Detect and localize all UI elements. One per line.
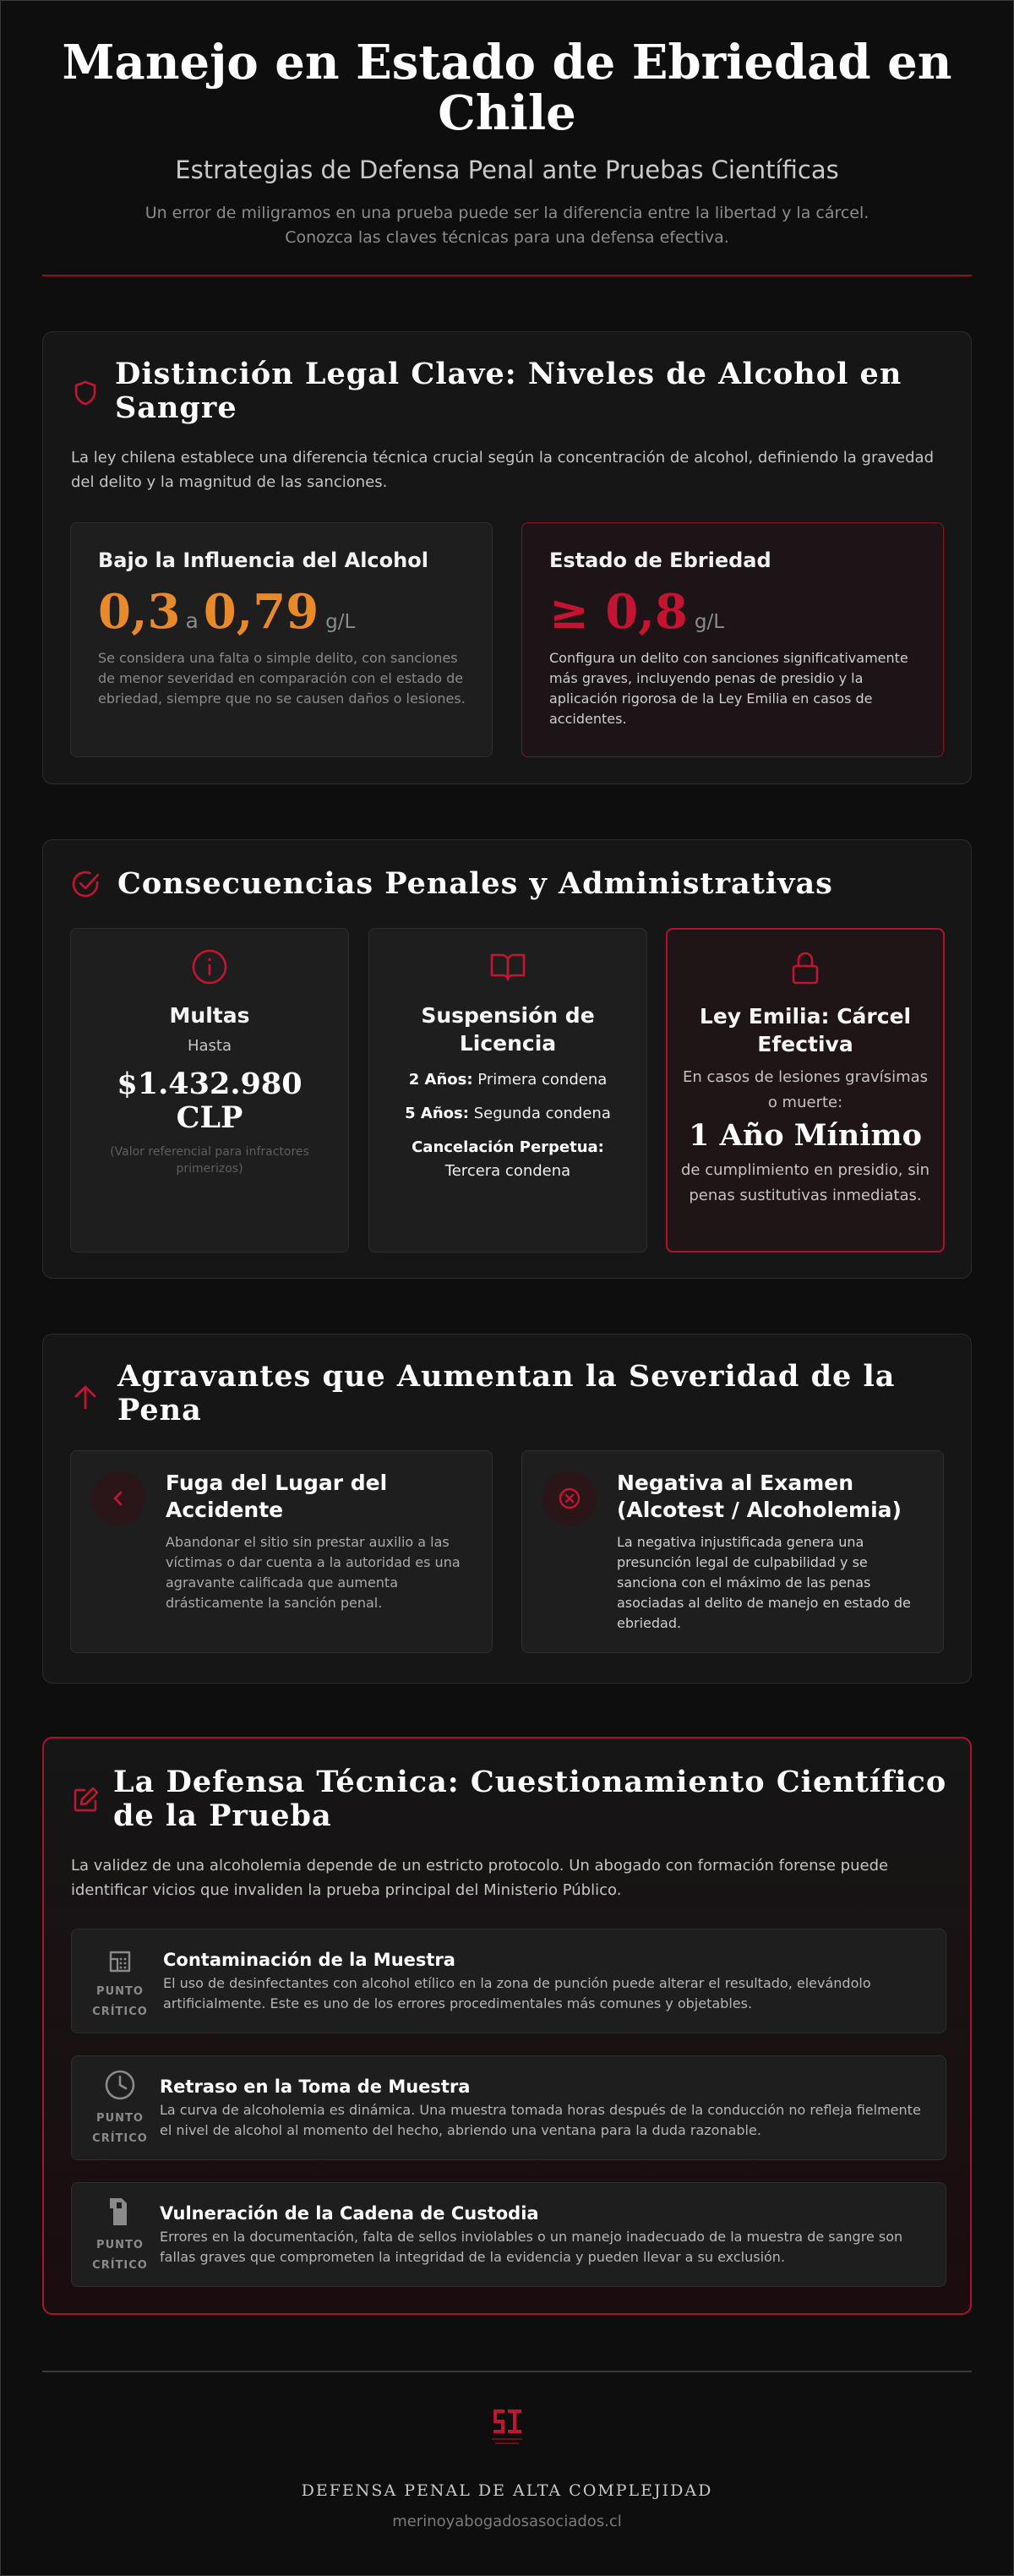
ley-emilia-card (666, 928, 945, 1253)
critical-point-tag: PUNTO CRÍTICO (92, 2112, 148, 2145)
defense-title: La Defensa Técnica: Cuestionamiento Científico de la Prueba (113, 1765, 947, 1833)
footer-divider (42, 2371, 972, 2372)
sample-tube-icon (103, 2195, 137, 2229)
ley-emilia-title: Ley Emilia: Cárcel Efectiva (699, 1004, 912, 1056)
drunk-title: Estado de Ebriedad (549, 548, 771, 572)
clock-icon (103, 2068, 137, 2102)
footer-tagline: DEFENSA PENAL DE ALTA COMPLEJIDAD (301, 2481, 713, 2500)
influence-title: Bajo la Influencia del Alcohol (98, 548, 428, 572)
fines-title: Multas (169, 1003, 250, 1028)
page-subtitle: Estrategias de Defensa Penal ante Pruebas Científicas (175, 156, 839, 184)
license-item: 2 Años: Primera condena (408, 1071, 608, 1089)
influence-to: 0,79 (203, 584, 319, 640)
license-card (368, 928, 647, 1253)
info-icon (71, 947, 348, 986)
page-title: Manejo en Estado de Ebriedad en Chile (62, 35, 952, 141)
aggravating-item-desc: La negativa injustificada genera una presunción legal de culpabilidad y se sanciona con el máximo de las penas asociadas al delito de manejo en estado de ebriedad. (617, 1534, 911, 1631)
critical-point-desc: La curva de alcoholemia es dinámica. Una muestra tomada horas después de la conducción no refleja fielmente el nivel de alcohol al momento del hecho, abriendo una ventana para la duda razonable. (160, 2102, 921, 2138)
alcohol-levels-section (42, 331, 972, 784)
influence-from: 0,3 (98, 584, 181, 640)
ley-emilia-lead: En casos de lesiones gravísimas o muerte: (682, 1068, 929, 1111)
ley-emilia-tail: de cumplimiento en presidio, sin penas sustitutivas inmediatas. (680, 1161, 930, 1204)
critical-point (71, 2182, 946, 2287)
aggravating-item (521, 1450, 944, 1653)
aggravating-title: Agravantes que Aumentan la Severidad de la Pena (117, 1359, 896, 1427)
edit-icon (69, 1782, 103, 1816)
influence-connector: a (185, 609, 199, 633)
critical-point-desc: Errores en la documentación, falta de sellos inviolables o un manejo inadecuado de la muestra de sangre son fallas graves que comprometen la integridad de la evidencia y pueden llevar a su exclusión. (160, 2229, 903, 2265)
drunk-unit: g/L (694, 611, 725, 633)
levels-description: La ley chilena establece una diferencia técnica crucial según la concentración de alcohol, definiendo la gravedad del delito y la magnitud de las sanciones. (71, 449, 935, 491)
chevron-left-icon (91, 1471, 145, 1525)
license-item-text: Tercera condena (444, 1162, 571, 1180)
lock-icon (668, 948, 943, 987)
defense-description: La validez de una alcoholemia depende de un estricto protocolo. Un abogado con formación forense puede identificar vicios que invaliden la prueba principal del Ministerio Público. (71, 1857, 889, 1899)
critical-point-title: Contaminación de la Muestra (163, 1950, 455, 1970)
license-title: Suspensión de Licencia (421, 1003, 595, 1056)
header-divider (42, 275, 972, 276)
check-circle-icon (68, 867, 102, 901)
shield-icon (68, 376, 102, 410)
consequences-section (42, 839, 972, 1279)
influence-unit: g/L (325, 611, 356, 633)
fines-amount: $1.432.980 (117, 1067, 303, 1101)
critical-point-title: Retraso en la Toma de Muestra (160, 2077, 471, 2097)
aggravating-item-desc: Abandonar el sitio sin prestar auxilio a las víctimas o dar cuenta a la autoridad es una agravante calificada que aumenta drásticamente la sanción penal. (166, 1534, 461, 1611)
critical-point-tag: PUNTO CRÍTICO (92, 2239, 148, 2272)
critical-point-title: Vulneración de la Cadena de Custodia (160, 2203, 539, 2224)
aggravating-item-title: Fuga del Lugar del Accidente (166, 1471, 388, 1522)
critical-point (71, 2055, 946, 2160)
book-open-icon (369, 947, 646, 986)
consequences-title: Consecuencias Penales y Administrativas (117, 866, 833, 901)
aggravating-item (70, 1450, 493, 1653)
drunk-description: Configura un delito con sanciones significativamente más graves, incluyendo penas de presidio y la aplicación rigorosa de la Ley Emilia en casos de accidentes. (549, 650, 908, 727)
ley-emilia-highlight: 1 Año Mínimo (689, 1118, 922, 1153)
x-circle-icon (542, 1471, 597, 1525)
fines-currency: CLP (176, 1100, 243, 1135)
aggravating-section (42, 1334, 972, 1684)
critical-point (71, 1929, 946, 2033)
license-item-label: Cancelación Perpetua: (412, 1138, 604, 1156)
grid-frame-icon (103, 1945, 137, 1978)
license-item: 5 Años: Segunda condena (405, 1105, 611, 1122)
defense-section (42, 1737, 972, 2315)
fines-prefix: Hasta (187, 1037, 232, 1055)
footer-website-link[interactable]: merinoyabogadosasociados.cl (392, 2513, 622, 2530)
fines-note: (Valor referencial para infractores primerizos) (110, 1145, 309, 1176)
influence-card (70, 522, 493, 757)
page-intro: Un error de miligramos en una prueba puede ser la diferencia entre la libertad y la cárcel. Conozca las claves técnicas para una defensa efectiva. (144, 204, 870, 247)
critical-point-tag: PUNTO CRÍTICO (92, 1985, 148, 2018)
drunk-range (549, 584, 724, 640)
firm-logo[interactable] (473, 2404, 541, 2450)
influence-description: Se considera una falta o simple delito, con sanciones de menor severidad en comparación con el estado de ebriedad, siempre que no se causen daños o lesiones. (98, 650, 466, 707)
drunk-card (521, 522, 944, 757)
arrow-up-icon (68, 1380, 102, 1414)
critical-point-desc: El uso de desinfectantes con alcohol etílico en la zona de punción puede alterar el resultado, elevándolo artificialmente. Este es uno de los errores procedimentales más comunes y objetables. (163, 1975, 871, 2011)
drunk-value: ≥ 0,8 (549, 584, 688, 640)
influence-range (98, 584, 355, 640)
aggravating-item-title: Negativa al Examen (Alcotest / Alcoholemia) (617, 1471, 902, 1522)
fines-card (70, 928, 349, 1253)
levels-title: Distinción Legal Clave: Niveles de Alcohol en Sangre (115, 357, 902, 425)
